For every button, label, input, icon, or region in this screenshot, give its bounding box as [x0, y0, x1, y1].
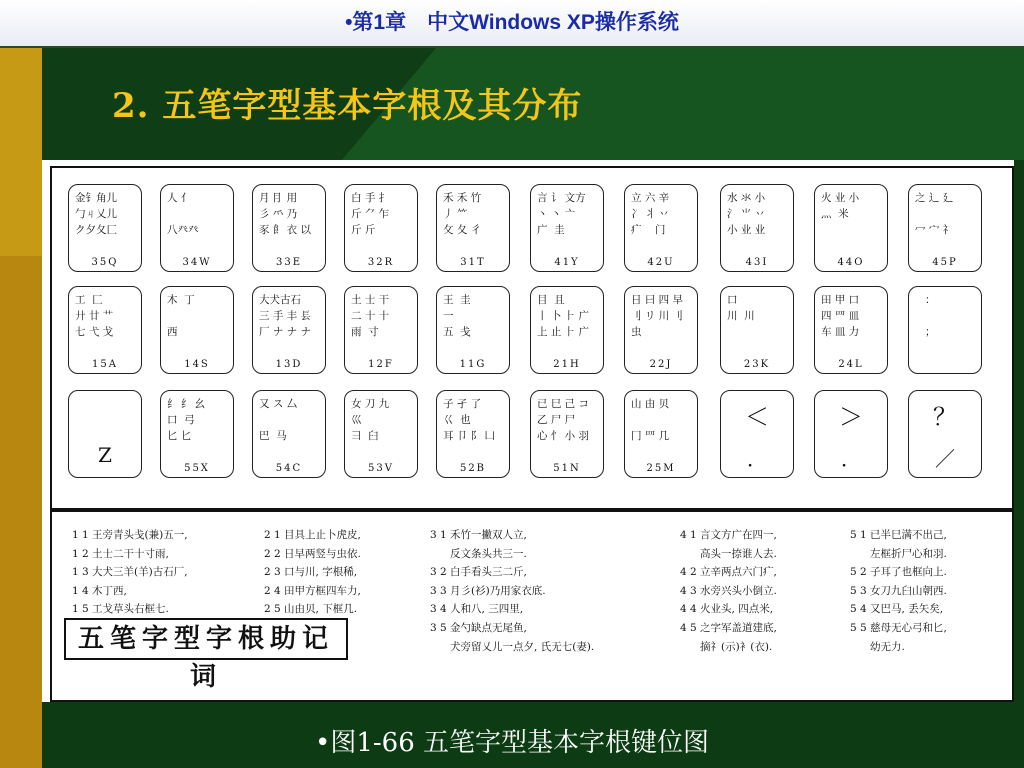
key-roots: 日 曰 四 早 刂 リ 川 刂 虫 — [631, 294, 684, 338]
key-code: 43I — [745, 257, 769, 268]
key-54c — [252, 390, 326, 478]
key-code: 32R — [367, 257, 395, 268]
key-55x — [160, 390, 234, 478]
key-code: 14S — [184, 359, 210, 370]
key-blank-19 — [908, 286, 982, 374]
key-code: 25M — [646, 463, 676, 474]
key-roots: 女 刀 九 巛 彐 臼 — [351, 398, 390, 442]
key-code: 34W — [182, 257, 212, 268]
key-roots: 已 巳 己 コ 乙 尸 尸 心 忄 小 羽 — [537, 398, 590, 442]
key-？ — [908, 390, 982, 478]
key-roots: 言 讠 文方 丶 丶 亠 广 圭 — [537, 192, 586, 236]
key-14s — [160, 286, 234, 374]
key-code: 15A — [92, 359, 118, 370]
key-code: 51N — [553, 463, 581, 474]
keyboard-panel — [50, 166, 1014, 510]
key-44o — [814, 184, 888, 272]
mnemonic-title: 五笔字型字根助记词 — [64, 618, 348, 660]
key-code: 31T — [460, 257, 486, 268]
key-43i — [720, 184, 794, 272]
key-code: 53V — [368, 463, 394, 474]
key-53v — [344, 390, 418, 478]
key-roots: 禾 禾 竹 丿 ⺮ 攵 夂 彳 — [443, 192, 482, 236]
mnemonic-panel — [50, 510, 1014, 702]
key-code: 42U — [647, 257, 675, 268]
key-22j — [624, 286, 698, 374]
key-roots: 水 氺 小 氵 ⺌ 丷 小 业 业 — [727, 192, 766, 236]
key-31t — [436, 184, 510, 272]
key-roots: 金钅角儿 勹ㄐ乂儿 ク夕夂匚 — [75, 192, 117, 236]
key-z — [68, 390, 142, 478]
key-code: 44O — [837, 257, 865, 268]
key-51n — [530, 390, 604, 478]
key-code: 12F — [368, 359, 394, 370]
figure-caption: •图1-66 五笔字型基本字根键位图 — [314, 728, 709, 758]
key-＜ — [720, 390, 794, 478]
key-23k — [720, 286, 794, 374]
key-code: 24L — [838, 359, 864, 370]
top-bar — [0, 0, 1024, 48]
left-accent-bar — [0, 48, 42, 768]
key-roots: 木 丁 西 — [167, 294, 195, 338]
key-lower-symbol: ． — [747, 447, 767, 471]
key-13d — [252, 286, 326, 374]
mnemonic-column-4: 4 1 言文方广在四一, 高头一捺谁人去. 4 2 立辛两点六门疒, 4 3 水旁兴头小倒立. 4 4 火业头, 四点米, 4 5 之字军盖道建底, 摘礻(示)衤(衣). — [680, 529, 777, 653]
key-33e — [252, 184, 326, 272]
mnemonic-column-1: 1 1 王旁青头戋(兼)五一, 1 2 土士二干十寸雨, 1 3 大犬三羊(羊)古石厂, 1 4 木丁西, 1 5 工戈草头右框七. — [72, 529, 188, 616]
key-roots: 土 士 干 二 十 十 雨 寸 — [351, 294, 390, 338]
key-35q — [68, 184, 142, 272]
key-roots: 王 圭 一 五 戋 — [443, 294, 471, 338]
keyboard-figure — [42, 160, 1014, 702]
key-roots: 山 由 贝 冂 罒 几 — [631, 398, 670, 442]
key-roots: 人 亻 八癶癶 — [167, 192, 199, 236]
mnemonic-column-3: 3 1 禾竹一撇双人立, 反文条头共三一. 3 2 白手看头三二斤, 3 3 月彡(衫)乃用家衣底. 3 4 人和八, 三四里, 3 5 金勺缺点无尾鱼, 犬旁留乂儿一点夕, 氏无七(妻). — [430, 529, 595, 653]
slide-title: 2. 五笔字型基本字根及其分布 — [112, 86, 583, 126]
key-24l — [814, 286, 888, 374]
key-code: 23K — [743, 359, 771, 370]
key-code: 54C — [275, 463, 303, 474]
key-code: 35Q — [91, 257, 119, 268]
key-code: 33E — [275, 257, 303, 268]
key-code: 21H — [553, 359, 581, 370]
key-code: 55X — [184, 463, 210, 474]
key-roots: 纟 纟 幺 口 弓 匕 匕 — [167, 398, 206, 442]
key-code: 41Y — [554, 257, 580, 268]
key-＞ — [814, 390, 888, 478]
key-symbol: Z — [98, 443, 112, 467]
key-roots: ： ； — [925, 294, 936, 338]
key-code: 52B — [459, 463, 487, 474]
key-21h — [530, 286, 604, 374]
key-45p — [908, 184, 982, 272]
key-symbol: ＜ — [745, 403, 769, 431]
key-roots: 工 匚 廾 廿 艹 七 弋 戈 — [75, 294, 114, 338]
key-code: 22J — [649, 359, 673, 370]
key-roots: 月 ⺝ 用 彡 ⺤ 乃 豕 ⻟ 衣 以 — [259, 192, 312, 236]
key-lower-symbol: ／ — [935, 447, 955, 471]
key-lower-symbol: ． — [841, 447, 861, 471]
key-52b — [436, 390, 510, 478]
key-roots: 又 ス 厶 巴 马 — [259, 398, 298, 442]
key-roots: 口 川 川 — [727, 294, 755, 322]
key-41y — [530, 184, 604, 272]
key-roots: 子 孑 了 巜 也 耳 卩 阝 凵 — [443, 398, 496, 442]
chapter-title: •第1章 中文Windows XP操作系统 — [345, 11, 679, 34]
key-symbol: ？ — [933, 403, 957, 431]
key-code: 45P — [932, 257, 958, 268]
key-roots: 火 业 小 灬 米 — [821, 192, 860, 220]
key-roots: 立 六 辛 冫 丬 丷 疒 门 — [631, 192, 670, 236]
key-15a — [68, 286, 142, 374]
key-symbol: ＞ — [839, 403, 863, 431]
key-roots: 之 辶 廴 冖 宀 礻 — [915, 192, 954, 236]
key-code: 13D — [275, 359, 303, 370]
key-roots: 目 且 丨 卜 ⺊ 广 上 止 ⺊ 广 — [537, 294, 590, 338]
mnemonic-column-2: 2 1 目具上止卜虎皮, 2 2 日早两竖与虫依. 2 3 口与川, 字根稀, 2 4 田甲方框四车力, 2 5 山由贝, 下框几. — [264, 529, 361, 616]
mnemonic-column-5: 5 1 已半巳满不出己, 左框折尸心和羽. 5 2 子耳了也框向上. 5 3 女刀九臼山朝西. 5 4 又巴马, 丢矢矣, 5 5 慈母无心弓和匕, 幼无力. — [850, 529, 947, 653]
key-12f — [344, 286, 418, 374]
key-roots: 大犬古石 三 手 丰 镸 厂 ナ ナ ナ — [259, 294, 312, 338]
key-42u — [624, 184, 698, 272]
key-roots: 白 手 扌 斤 ⺈ 乍 斤 斤 — [351, 192, 390, 236]
key-code: 11G — [459, 359, 487, 370]
key-roots: 田 甲 口 四 罒 皿 车 皿 力 — [821, 294, 860, 338]
key-32r — [344, 184, 418, 272]
key-34w — [160, 184, 234, 272]
key-11g — [436, 286, 510, 374]
key-25m — [624, 390, 698, 478]
